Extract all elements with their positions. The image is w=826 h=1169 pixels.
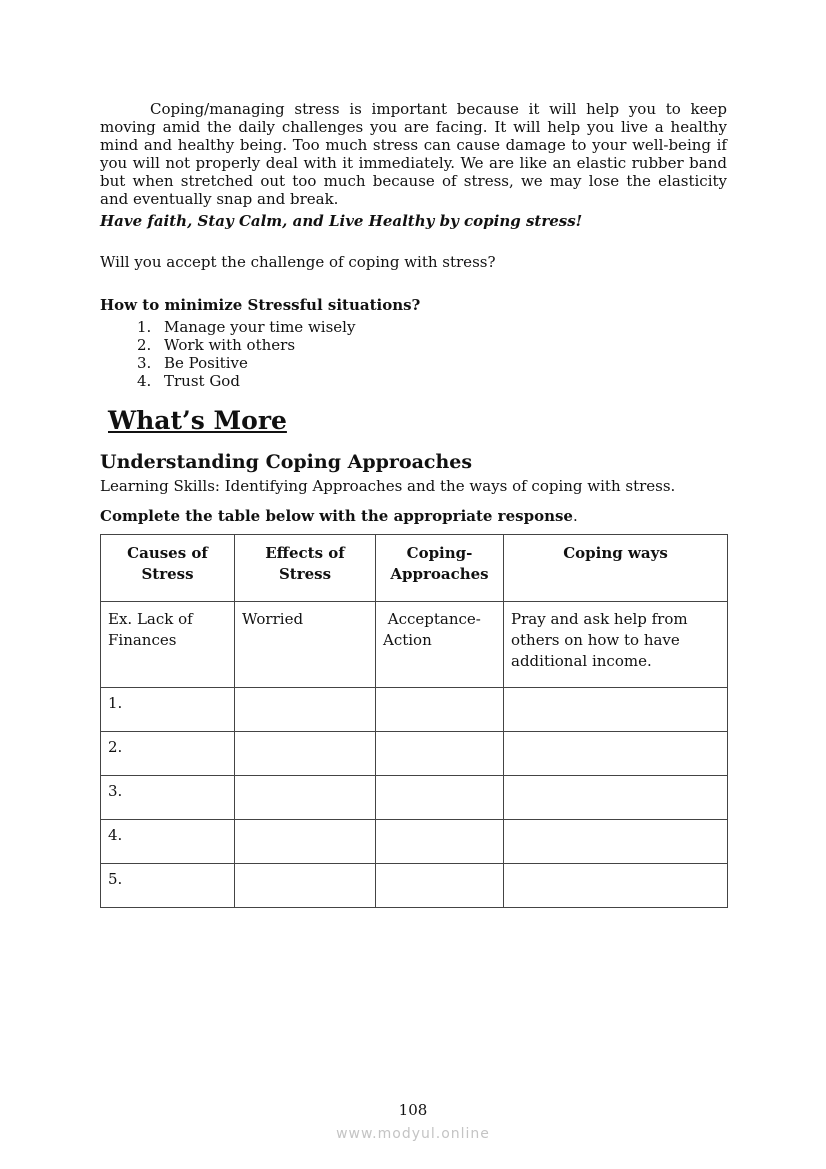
list-item-number: 3. bbox=[137, 354, 152, 372]
answer-cell[interactable] bbox=[376, 688, 504, 732]
answer-cell[interactable] bbox=[235, 864, 376, 908]
answer-cell[interactable] bbox=[376, 776, 504, 820]
list-item bbox=[137, 372, 355, 390]
header-effects bbox=[235, 535, 376, 602]
list-item-text: Manage your time wisely bbox=[164, 318, 356, 336]
header-line: Coping ways bbox=[563, 544, 668, 562]
table-instruction bbox=[100, 507, 578, 525]
table-row bbox=[101, 820, 728, 864]
table-row bbox=[101, 776, 728, 820]
list-item-number: 4. bbox=[137, 372, 152, 390]
table-row bbox=[101, 864, 728, 908]
answer-cell[interactable] bbox=[504, 864, 728, 908]
answer-cell[interactable] bbox=[504, 688, 728, 732]
list-item-number: 1. bbox=[137, 318, 152, 336]
example-cause-cell: Ex. Lack of Finances bbox=[101, 602, 235, 688]
table-row bbox=[101, 732, 728, 776]
instruction-bold: Complete the table below with the appropriate response bbox=[100, 507, 573, 525]
instruction-end: . bbox=[572, 507, 578, 525]
answer-cell[interactable] bbox=[235, 732, 376, 776]
challenge-question: Will you accept the challenge of coping with stress? bbox=[100, 253, 496, 271]
list-item-text: Trust God bbox=[164, 372, 240, 390]
table-row bbox=[101, 688, 728, 732]
header-line: Causes of bbox=[127, 544, 208, 562]
list-item bbox=[137, 318, 355, 336]
watermark: www.modyul.online bbox=[336, 1126, 490, 1142]
table-header-row bbox=[101, 535, 728, 602]
answer-cell[interactable] bbox=[235, 820, 376, 864]
example-approach-cell: Acceptance-Action bbox=[376, 602, 504, 688]
list-item bbox=[137, 336, 355, 354]
list-item bbox=[137, 354, 355, 372]
example-ways-cell: Pray and ask help from others on how to have additional income. bbox=[504, 602, 728, 688]
tips-list bbox=[137, 318, 355, 390]
row-number-cell: 2. bbox=[101, 732, 235, 776]
header-line: Stress bbox=[278, 565, 332, 583]
tips-heading: How to minimize Stressful situations? bbox=[100, 296, 421, 314]
list-item-text: Be Positive bbox=[164, 354, 248, 372]
answer-cell[interactable] bbox=[376, 864, 504, 908]
row-number-cell: 1. bbox=[101, 688, 235, 732]
intro-paragraph: Coping/managing stress is important because it will help you to keep moving amid the daily challenges you are facing. It will help you live a healthy mind and healthy being. Too much stress can cause damage to your well-being if you will not properly deal with it immediately. We are like an elastic rubber band but when stretched out too much because of stress, we may lose the elasticity and eventually snap and break. bbox=[100, 100, 727, 208]
answer-cell[interactable] bbox=[376, 820, 504, 864]
header-approaches bbox=[376, 535, 504, 602]
row-number-cell: 4. bbox=[101, 820, 235, 864]
header-line: Effects of bbox=[265, 544, 345, 562]
learning-skills: Learning Skills: Identifying Approaches and the ways of coping with stress. bbox=[100, 477, 676, 495]
header-line: Approaches bbox=[390, 565, 489, 583]
row-number-cell: 5. bbox=[101, 864, 235, 908]
section-title: What’s More bbox=[108, 406, 287, 435]
table-row-example bbox=[101, 602, 728, 688]
row-number-cell: 3. bbox=[101, 776, 235, 820]
header-line: Coping- bbox=[406, 544, 473, 562]
answer-cell[interactable] bbox=[504, 776, 728, 820]
page-number: 108 bbox=[398, 1101, 428, 1119]
header-causes bbox=[101, 535, 235, 602]
answer-cell[interactable] bbox=[504, 820, 728, 864]
answer-cell[interactable] bbox=[235, 776, 376, 820]
answer-cell[interactable] bbox=[376, 732, 504, 776]
list-item-text: Work with others bbox=[164, 336, 296, 354]
answer-cell[interactable] bbox=[504, 732, 728, 776]
header-line: Stress bbox=[141, 565, 194, 583]
example-effect-cell: Worried bbox=[235, 602, 376, 688]
subsection-title: Understanding Coping Approaches bbox=[100, 451, 473, 473]
header-ways bbox=[504, 535, 728, 602]
coping-table bbox=[100, 534, 728, 908]
list-item-number: 2. bbox=[137, 336, 152, 354]
answer-cell[interactable] bbox=[235, 688, 376, 732]
motto-text: Have faith, Stay Calm, and Live Healthy by coping stress! bbox=[100, 212, 583, 230]
